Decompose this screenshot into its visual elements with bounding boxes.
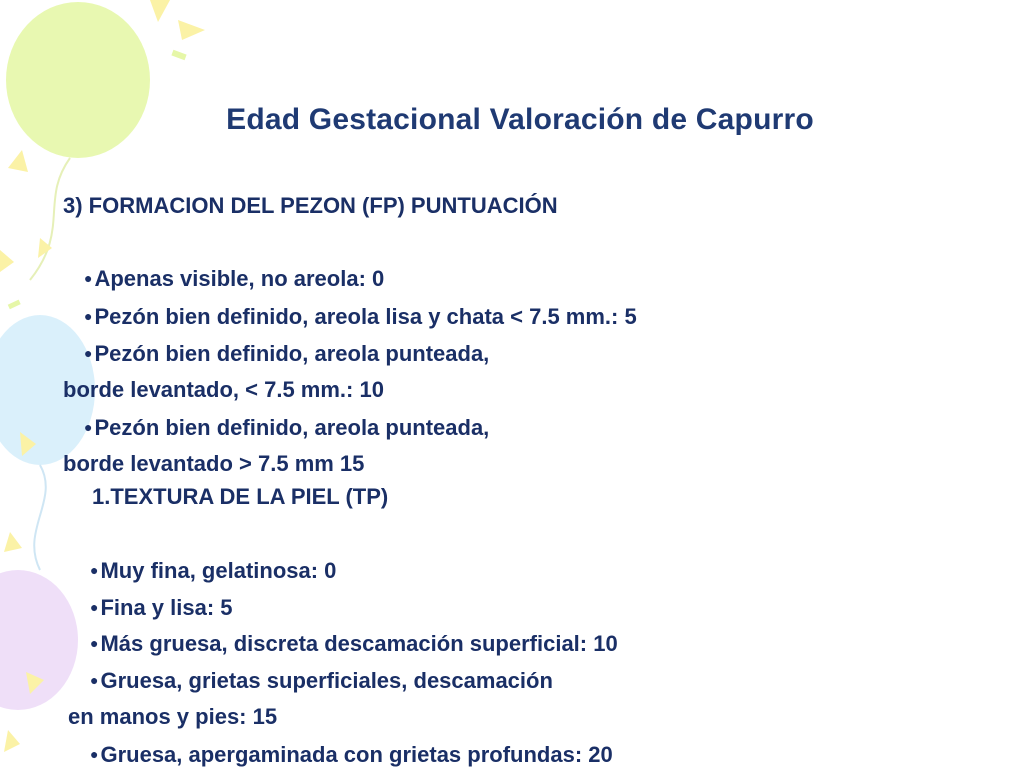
list-item: [84, 414, 489, 441]
bullet-icon: ●: [84, 270, 93, 286]
list-item: [84, 340, 489, 367]
list-item-text: Pezón bien definido, areola punteada,: [94, 415, 490, 440]
list-item-text: Muy fina, gelatinosa: 0: [100, 558, 337, 583]
green-confetti: [171, 50, 186, 60]
green-confetti: [8, 300, 21, 310]
bullet-icon: ●: [84, 345, 93, 361]
yellow-confetti: [178, 20, 205, 40]
bullet-icon: ●: [90, 635, 99, 651]
yellow-confetti: [8, 150, 28, 172]
list-item-text: Pezón bien definido, areola lisa y chata < 7.5 mm.: 5: [94, 304, 637, 329]
list-item-continuation: borde levantado > 7.5 mm 15: [63, 451, 365, 476]
green-balloon-string: [30, 158, 70, 280]
bullet-icon: ●: [90, 746, 99, 762]
yellow-confetti: [150, 0, 170, 22]
list-item: [90, 557, 336, 584]
bullet-icon: ●: [84, 419, 93, 435]
blue-balloon-string: [34, 465, 46, 570]
bullet-icon: ●: [90, 562, 99, 578]
list-item-text: Fina y lisa: 5: [100, 595, 233, 620]
list-item-text: Más gruesa, discreta descamación superficial: 10: [100, 631, 618, 656]
list-item-continuation: en manos y pies: 15: [68, 704, 278, 729]
section-heading-tp: 1.TEXTURA DE LA PIEL (TP): [92, 484, 389, 509]
list-item: [90, 594, 233, 621]
page-title: Edad Gestacional Valoración de Capurro: [226, 103, 814, 136]
list-item-text: Pezón bien definido, areola punteada,: [94, 341, 490, 366]
list-item: [90, 630, 618, 657]
yellow-confetti: [4, 532, 22, 552]
list-item-text: Gruesa, grietas superficiales, descamación: [100, 668, 553, 693]
yellow-confetti: [0, 250, 14, 272]
list-item-text: Gruesa, apergaminada con grietas profundas: 20: [100, 742, 613, 767]
bullet-icon: ●: [90, 599, 99, 615]
bullet-icon: ●: [84, 308, 93, 324]
list-item: [84, 265, 384, 292]
yellow-confetti: [4, 730, 20, 752]
list-item: [84, 303, 637, 330]
list-item-continuation: borde levantado, < 7.5 mm.: 10: [63, 377, 384, 402]
section-heading-fp: 3) FORMACION DEL PEZON (FP) PUNTUACIÓN: [63, 193, 558, 218]
list-item-text: Apenas visible, no areola: 0: [94, 266, 385, 291]
list-item: [90, 741, 613, 768]
purple-balloon: [0, 570, 78, 710]
bullet-icon: ●: [90, 672, 99, 688]
list-item: [90, 667, 553, 694]
